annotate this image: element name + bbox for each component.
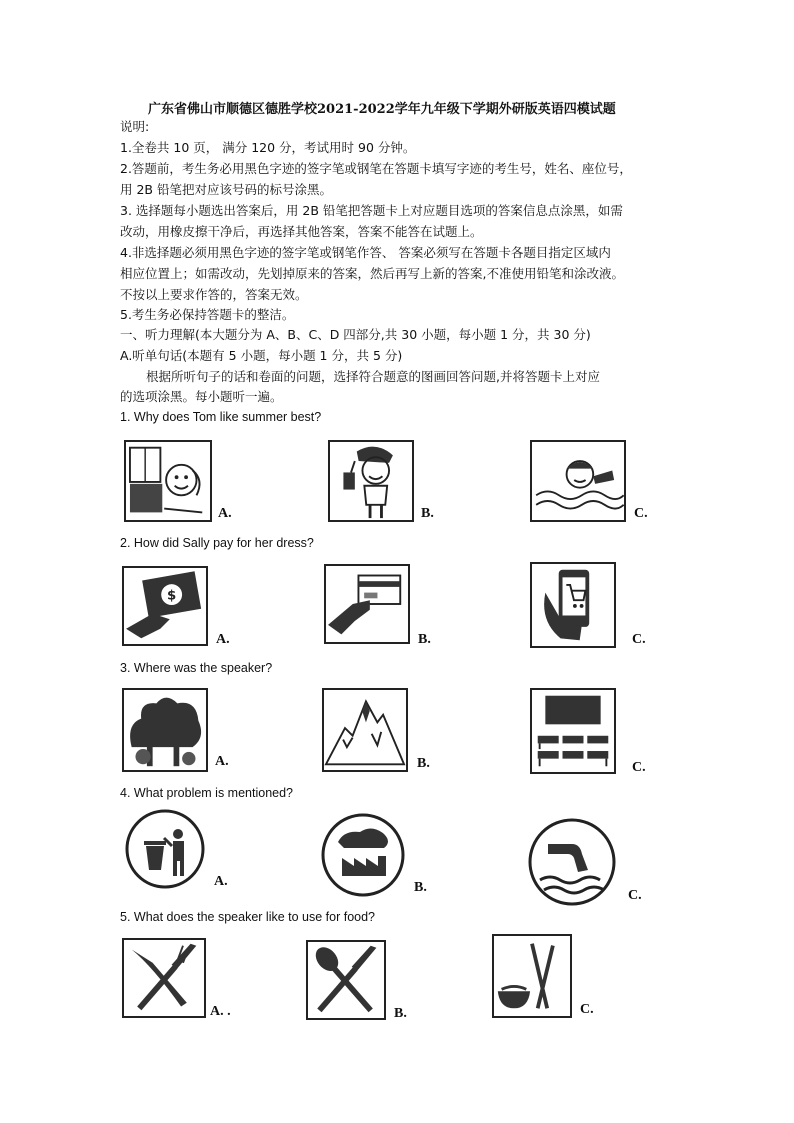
question-1: 1. Why does Tom like summer best?	[120, 410, 322, 424]
forest-icon	[124, 690, 206, 770]
instruction-2a: 2.答题前，考生务必用黑色字迹的签字笔或钢笔在答题卡填写字迹的考生号，姓名、座位号，	[120, 161, 632, 176]
instruction-4b: 相应位置上；如需改动，先划掉原来的答案，然后再写上新的答案,不准使用铅笔和涂改液。	[120, 266, 624, 281]
option-5b-picture[interactable]	[306, 940, 386, 1020]
option-2b-picture[interactable]	[324, 564, 410, 644]
cash-payment-icon	[124, 568, 206, 644]
mobile-payment-icon	[532, 564, 614, 646]
option-1a-picture[interactable]	[124, 440, 212, 522]
question-3: 3. Where was the speaker?	[120, 661, 273, 675]
option-5a-label[interactable]: A. .	[210, 1004, 231, 1019]
option-4a-label[interactable]: A.	[214, 874, 228, 889]
instruction-5: 5.考生务必保持答题卡的整洁。	[120, 307, 295, 322]
instruction-2b: 用 2B 铅笔把对应该号码的标号涂黑。	[120, 182, 332, 197]
air-pollution-icon	[320, 812, 406, 898]
swimming-boy-icon	[532, 442, 624, 520]
instruction-1: 1.全卷共 10 页， 满分 120 分，考试用时 90 分钟。	[120, 140, 416, 155]
boy-with-drink-icon	[330, 442, 412, 520]
option-2a-label[interactable]: A.	[216, 632, 230, 647]
option-1c-picture[interactable]	[530, 440, 626, 522]
option-4b-picture[interactable]	[320, 812, 406, 898]
option-2c-picture[interactable]	[530, 562, 616, 648]
option-3b-label[interactable]: B.	[417, 756, 430, 771]
part-a-description-2: 的选项涂黑。每小题听一遍。	[120, 389, 283, 404]
question-5: 5. What does the speaker like to use for food?	[120, 910, 376, 924]
question-2: 2. How did Sally pay for her dress?	[120, 536, 314, 550]
option-1b-label[interactable]: B.	[421, 506, 434, 521]
option-4b-label[interactable]: B.	[414, 880, 427, 895]
classroom-icon	[532, 690, 614, 772]
option-4c-picture[interactable]	[526, 816, 618, 908]
instructions-heading: 说明:	[120, 119, 150, 134]
option-3b-picture[interactable]	[322, 688, 408, 772]
window-boy-icon	[126, 442, 210, 520]
option-4c-label[interactable]: C.	[628, 888, 642, 903]
section-heading: 一、听力理解(本大题分为 A、B、C、D 四部分,共 30 小题，每小题 1 分，共 30 分)	[120, 327, 591, 342]
part-a-heading: A.听单句话(本题有 5 小题，每小题 1 分，共 5 分)	[120, 348, 403, 363]
option-1b-picture[interactable]	[328, 440, 414, 522]
instruction-3b: 改动，用橡皮擦干净后，再选择其他答案，答案不能答在试题上。	[120, 224, 483, 239]
litter-icon	[124, 808, 206, 890]
option-3c-picture[interactable]	[530, 688, 616, 774]
option-5c-label[interactable]: C.	[580, 1002, 594, 1017]
option-3a-picture[interactable]	[122, 688, 208, 772]
part-a-description-1: 根据所听句子的话和卷面的问题，选择符合题意的图画回答问题,并将答题卡上对应	[146, 369, 600, 384]
water-pollution-icon	[526, 816, 618, 908]
bowl-and-chopsticks-icon	[494, 936, 570, 1016]
option-2b-label[interactable]: B.	[418, 632, 431, 647]
option-5b-label[interactable]: B.	[394, 1006, 407, 1021]
option-4a-picture[interactable]	[124, 808, 206, 890]
instruction-4c: 不按以上要求作答的，答案无效。	[120, 287, 308, 302]
option-2c-label[interactable]: C.	[632, 632, 646, 647]
credit-card-icon	[326, 566, 408, 642]
option-1a-label[interactable]: A.	[218, 506, 232, 521]
instruction-3a: 3. 选择题每小题选出答案后，用 2B 铅笔把答题卡上对应题目选项的答案信息点涂黑，如需	[120, 203, 623, 218]
option-5a-picture[interactable]	[122, 938, 206, 1018]
option-3a-label[interactable]: A.	[215, 754, 229, 769]
question-4: 4. What problem is mentioned?	[120, 786, 294, 800]
option-1c-label[interactable]: C.	[634, 506, 648, 521]
mountains-icon	[324, 690, 406, 770]
option-5c-picture[interactable]	[492, 934, 572, 1018]
spoon-and-fork-icon	[308, 942, 384, 1018]
instruction-4a: 4.非选择题必须用黑色字迹的签字笔或钢笔作答、 答案必须写在答题卡各题目指定区域内	[120, 245, 611, 260]
option-3c-label[interactable]: C.	[632, 760, 646, 775]
page-title: 广东省佛山市顺德区德胜学校2021-2022学年九年级下学期外研版英语四模试题	[148, 102, 616, 117]
option-2a-picture[interactable]	[122, 566, 208, 646]
knife-and-fork-icon	[124, 940, 204, 1016]
svg-text:$: $	[167, 588, 177, 604]
